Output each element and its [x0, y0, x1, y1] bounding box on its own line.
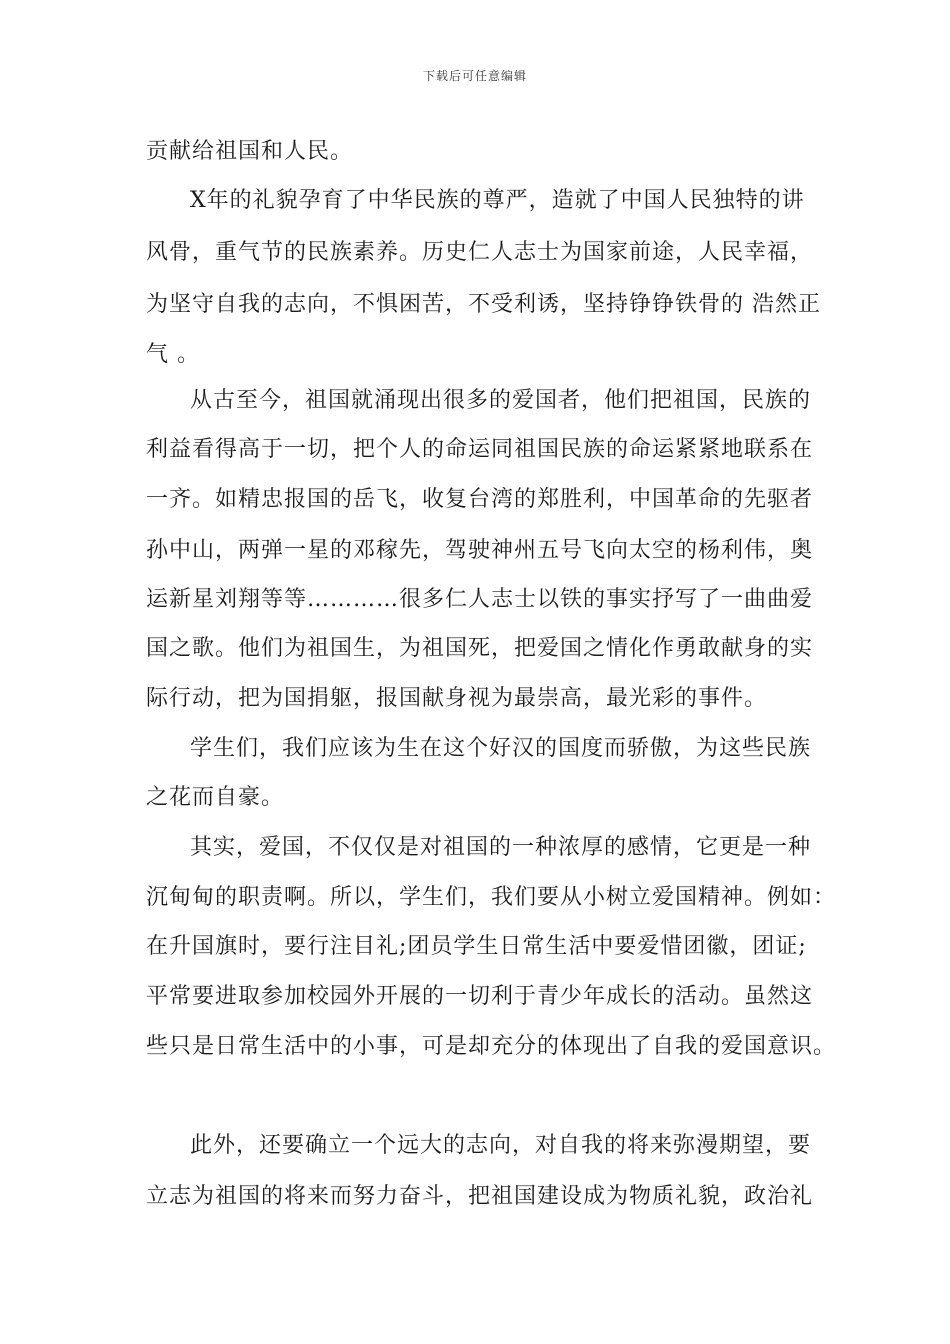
paragraph-line: 些只是日常生活中的小事，可是却充分的体现出了自我的爱国意识。 — [146, 1034, 837, 1059]
paragraph-line: 立志为祖国的将来而努力奋斗，把祖国建设成为物质礼貌，政治礼 — [146, 1184, 814, 1209]
paragraph-line: 平常要进取参加校园外开展的一切利于青少年成长的活动。虽然这 — [146, 984, 814, 1009]
header-note: 下载后可任意编辑 — [422, 69, 527, 83]
paragraph-line: 利益看得高于一切，把个人的命运同祖国民族的命运紧紧地联系在 — [146, 437, 814, 462]
paragraph-line: 从古至今，祖国就涌现出很多的爱国者，他们把祖国，民族的 — [190, 388, 812, 413]
paragraph-line: 学生们，我们应该为生在这个好汉的国度而骄傲，为这些民族 — [190, 736, 812, 761]
paragraph-line: 为坚守自我的志向，不惧困苦，不受利诱，坚持铮铮铁骨的 浩然正 — [146, 292, 821, 317]
paragraph-line: 际行动，把为国捐躯，报国献身视为最崇高，最光彩的事件。 — [146, 686, 768, 711]
paragraph-line: 风骨，重气节的民族素养。历史仁人志士为国家前途，人民幸福， — [146, 240, 814, 265]
paragraph-line: 运新星刘翔等等…………很多仁人志士以铁的事实抒写了一曲曲爱 — [146, 587, 814, 612]
paragraph-line: 此外，还要确立一个远大的志向，对自我的将来弥漫期望，要 — [190, 1133, 812, 1158]
paragraph-line: 沉甸甸的职责啊。所以，学生们，我们要从小树立爱国精神。例如： — [146, 885, 837, 910]
paragraph-line: 气 。 — [146, 342, 200, 367]
paragraph-line: 一齐。如精忠报国的岳飞，收复台湾的郑胜利，中国革命的先驱者 — [146, 487, 814, 512]
paragraph-line: 其实，爱国，不仅仅是对祖国的一种浓厚的感情，它更是一种 — [190, 835, 812, 860]
paragraph-line: 在升国旗时，要行注目礼;团员学生日常生活中要爱惜团徽，团证; — [146, 934, 807, 959]
paragraph-line: 国之歌。他们为祖国生，为祖国死，把爱国之情化作勇敢献身的实 — [146, 636, 814, 661]
paragraph-line: 之花而自豪。 — [146, 785, 285, 810]
paragraph-line: 孙中山，两弹一星的邓稼先，驾驶神州五号飞向太空的杨利伟，奥 — [146, 538, 814, 563]
paragraph-line: X年的礼貌孕育了中华民族的尊严，造就了中国人民独特的讲 — [190, 188, 805, 213]
paragraph-line: 贡献给祖国和人民。 — [146, 139, 354, 164]
